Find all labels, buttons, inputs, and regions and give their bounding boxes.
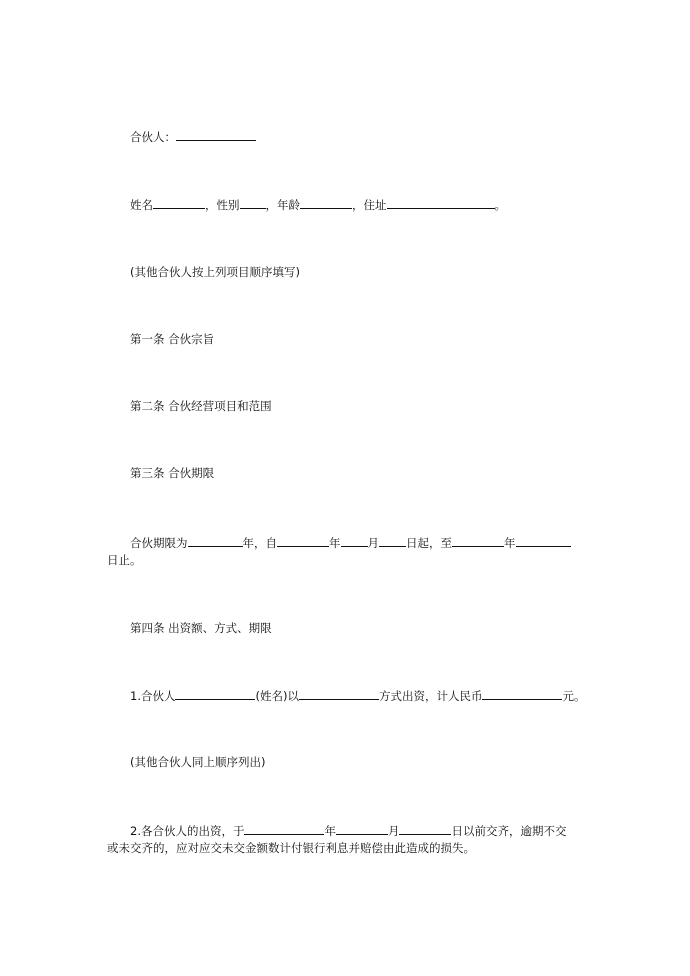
name-label: 姓名 [130, 198, 153, 212]
address-blank[interactable] [387, 196, 495, 209]
item1-text-4: 元。 [562, 689, 586, 703]
term-text-2: 年，自 [242, 536, 277, 550]
note-other-partners-2: (其他合伙人同上顺序列出) [130, 755, 266, 769]
end-date-blank[interactable] [516, 534, 571, 547]
gender-label: ，性别 [205, 198, 240, 212]
article-4-heading: 第四条 出资额、方式、期限 [130, 621, 272, 635]
term-text-1: 合伙期限为 [130, 536, 188, 550]
term-line-cont: 日止。 [107, 553, 142, 567]
term-text-6: 年 [504, 536, 516, 550]
term-years-blank[interactable] [188, 534, 243, 547]
age-blank[interactable] [300, 196, 352, 209]
address-label: ，住址 [352, 198, 387, 212]
item1-text-3: 方式出资，计人民币 [378, 689, 483, 703]
personal-end: 。 [494, 198, 506, 212]
personal-info-line [130, 196, 506, 214]
term-text-3: 年 [329, 536, 341, 550]
article-3-heading: 第三条 合伙期限 [130, 466, 215, 480]
term-text-4: 月 [367, 536, 379, 550]
contribution-method-blank[interactable] [299, 687, 379, 700]
partner-blank[interactable] [176, 128, 256, 141]
item-1-line [130, 687, 585, 705]
article-1-heading: 第一条 合伙宗旨 [130, 332, 215, 346]
name-blank[interactable] [153, 196, 205, 209]
item2-text-1: 2.各合伙人的出资，于 [130, 824, 245, 838]
partner-name-blank[interactable] [175, 687, 255, 700]
note-other-partners: (其他合伙人按上列项目顺序填写) [130, 265, 300, 279]
item2-text-3: 月 [387, 824, 400, 838]
end-year-blank[interactable] [452, 534, 504, 547]
partner-label: 合伙人： [130, 130, 176, 144]
item-2-line-cont: 或未交齐的，应对应交未交金额数计付银行利息并赔偿由此造成的损失。 [107, 841, 475, 855]
item1-text-2: (姓名)以 [255, 689, 299, 703]
item2-text-2: 年 [324, 824, 336, 838]
gender-blank[interactable] [240, 196, 266, 209]
article-2-heading: 第二条 合伙经营项目和范围 [130, 399, 272, 413]
start-month-blank[interactable] [341, 534, 368, 547]
amount-blank[interactable] [482, 687, 562, 700]
deadline-month-blank[interactable] [336, 822, 388, 835]
term-line [130, 534, 571, 552]
start-day-blank[interactable] [379, 534, 406, 547]
deadline-day-blank[interactable] [399, 822, 451, 835]
item-2-line [130, 822, 566, 840]
age-label: ，年龄 [265, 198, 300, 212]
deadline-year-blank[interactable] [244, 822, 324, 835]
partner-line [130, 128, 256, 146]
term-text-5: 日起，至 [406, 536, 452, 550]
item2-text-4: 日以前交齐，逾期不交 [451, 824, 567, 838]
item1-text-1: 1.合伙人 [130, 689, 176, 703]
start-year-blank[interactable] [277, 534, 329, 547]
